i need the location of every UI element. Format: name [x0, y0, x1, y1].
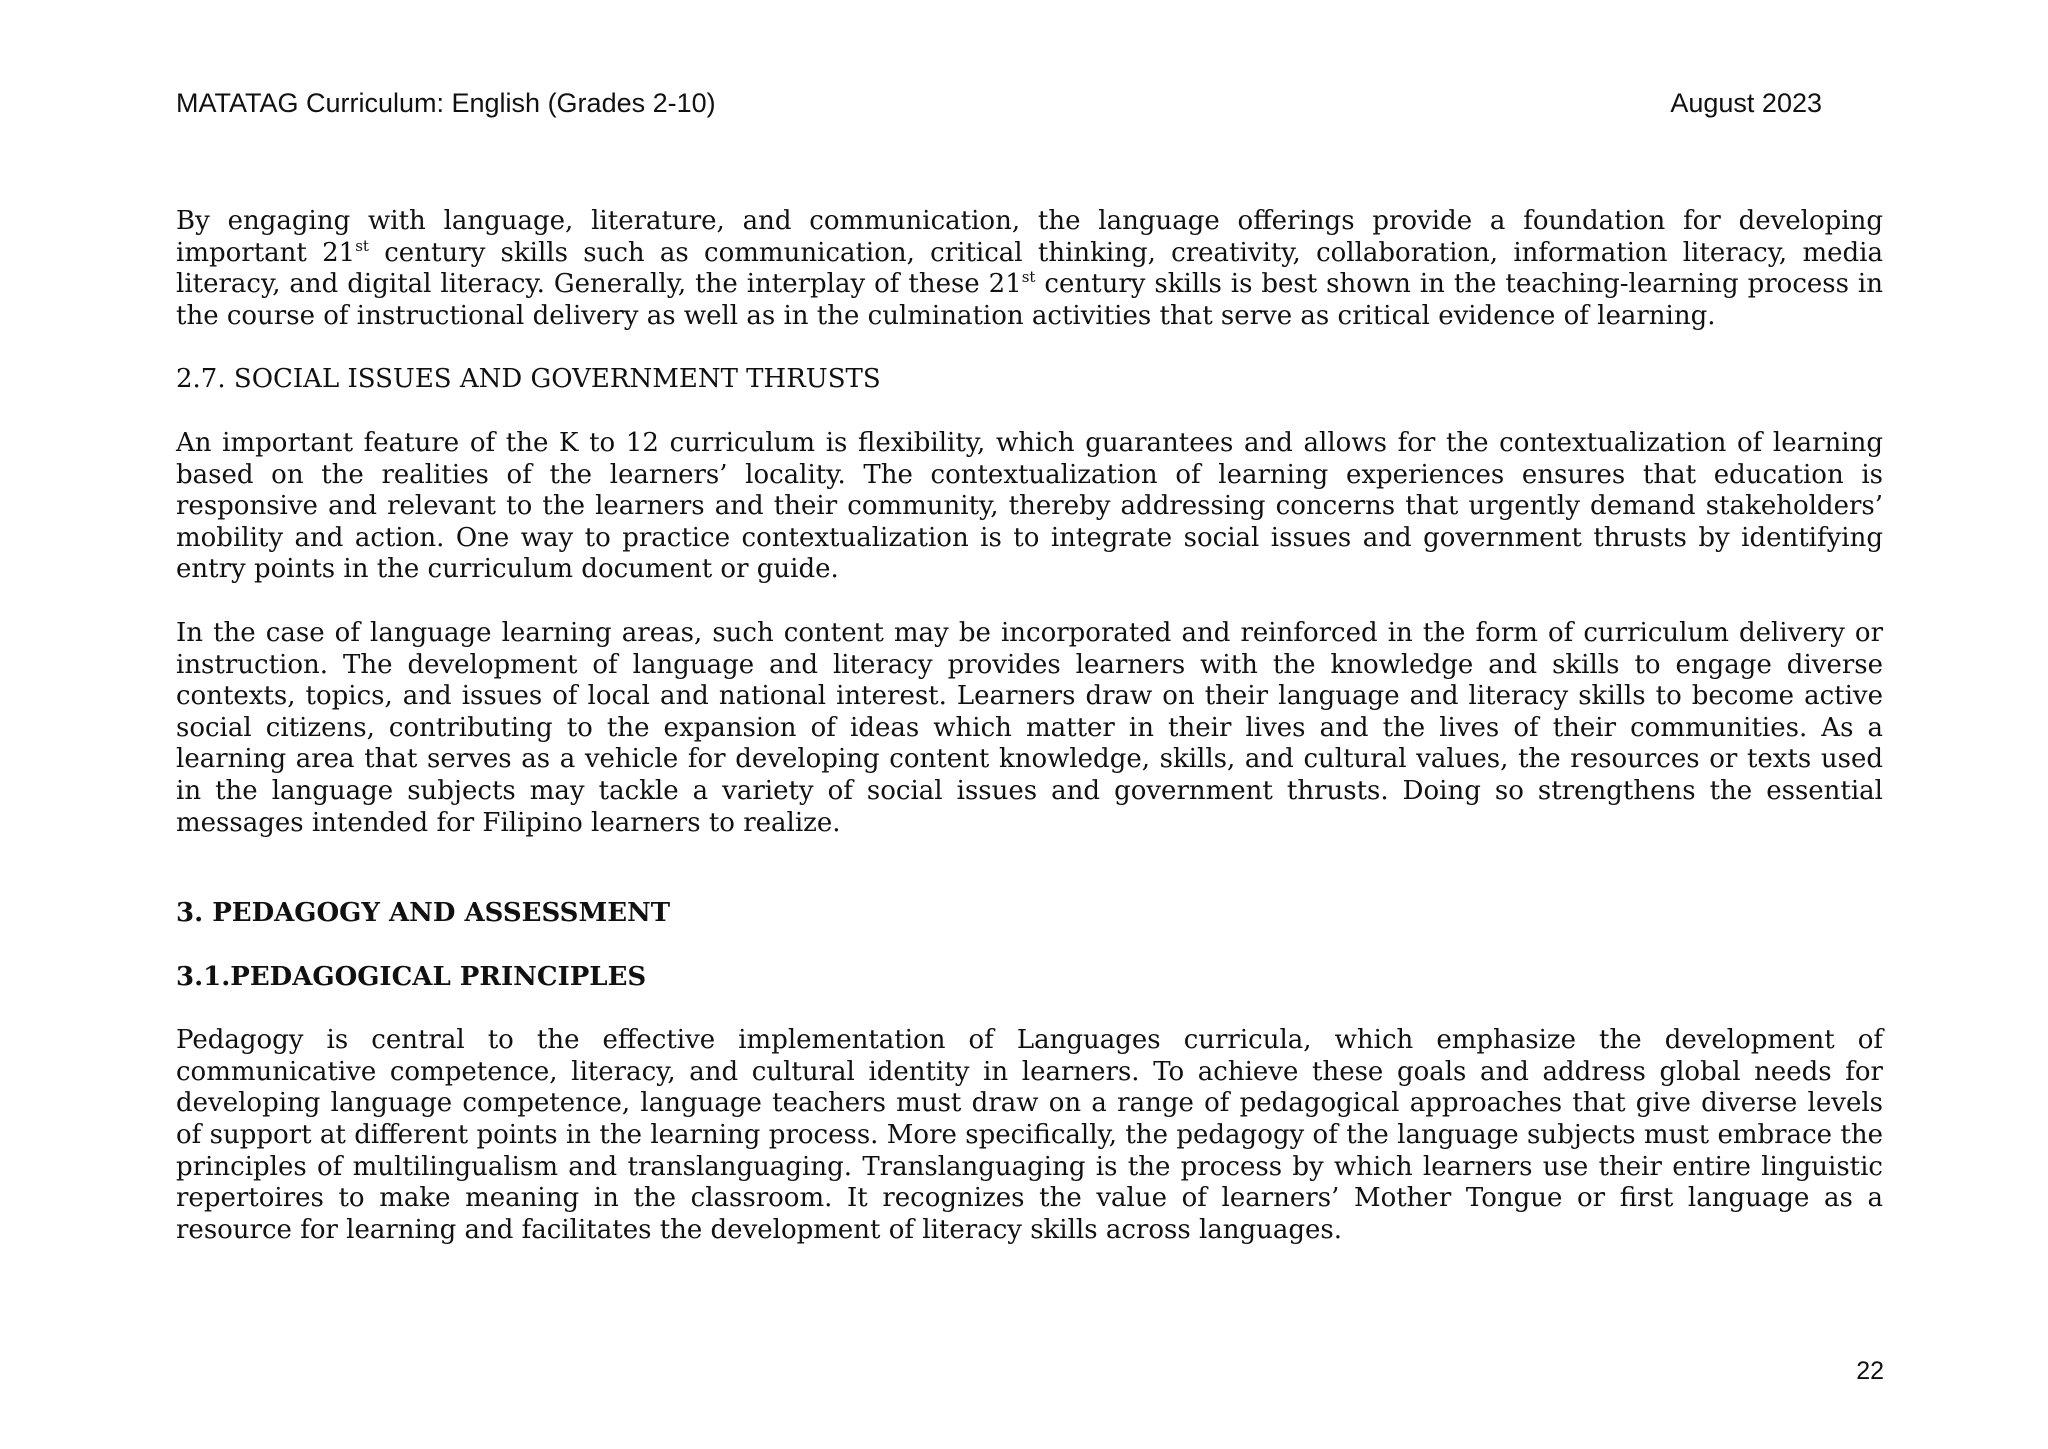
page-content: [176, 206, 1883, 1246]
section-heading-2-7: 2.7. SOCIAL ISSUES AND GOVERNMENT THRUSTS: [176, 364, 881, 395]
intro-paragraph: [176, 206, 1883, 332]
ordinal-suffix: st: [1021, 268, 1036, 287]
section-heading-3-1: 3.1.PEDAGOGICAL PRINCIPLES: [176, 961, 647, 992]
section-heading-3: 3. PEDAGOGY AND ASSESSMENT: [176, 898, 671, 929]
intro-text-1: By engaging with language, literature, and communication, the language offerings provide a foundation for developing important 21: [176, 206, 1883, 268]
language-learning-paragraph: In the case of language learning areas, such content may be incorporated and reinforced in the form of curriculum delivery or instruction. The development of language and literacy provides learners with the knowledge and skills to engage diverse contexts, topics, and issues of local and national interest. Learners draw on their language and literacy skills to become active social citizens, contributing to the expansion of ideas which matter in their lives and the lives of their communities. As a learning area that serves as a vehicle for developing content knowledge, skills, and cultural values, the resources or texts used in the language subjects may tackle a variety of social issues and government thrusts. Doing so strengthens the essential messages intended for Filipino learners to realize.: [176, 617, 1883, 838]
contextualization-paragraph: An important feature of the K to 12 curriculum is flexibility, which guarantees and allows for the contextualization of learning based on the realities of the learners’ locality. The contextualization of learning experiences ensures that education is responsive and relevant to the learners and their community, thereby addressing concerns that urgently demand stakeholders’ mobility and action. One way to practice contextualization is to integrate social issues and government thrusts by identifying entry points in the curriculum document or guide.: [176, 427, 1883, 585]
ordinal-suffix: st: [355, 236, 369, 255]
intro-text-3: century skills is best shown in the teaching-learning process in the course of instructional delivery as well as in the culmination activities that serve as critical evidence of learning.: [176, 269, 1883, 331]
document-title: MATATAG Curriculum: English (Grades 2-10): [176, 88, 716, 118]
intro-text-2: century skills such as communication, critical thinking, creativity, collaboration, information literacy, media literacy, and digital literacy. Generally, the interplay of these 21: [176, 237, 1883, 300]
page-number: 22: [1856, 1357, 1884, 1385]
pedagogy-paragraph: Pedagogy is central to the effective implementation of Languages curricula, which emphasize the development of communicative competence, literacy, and cultural identity in learners. To achieve these goals and address global needs for developing language competence, language teachers must draw on a range of pedagogical approaches that give diverse levels of support at different points in the learning process. More specifically, the pedagogy of the language subjects must embrace the principles of multilingualism and translanguaging. Translanguaging is the process by which learners use their entire linguistic repertoires to make meaning in the classroom. It recognizes the value of learners’ Mother Tongue or first language as a resource for learning and facilitates the development of literacy skills across languages.: [176, 1025, 1883, 1245]
document-date: August 2023: [1670, 88, 1822, 118]
